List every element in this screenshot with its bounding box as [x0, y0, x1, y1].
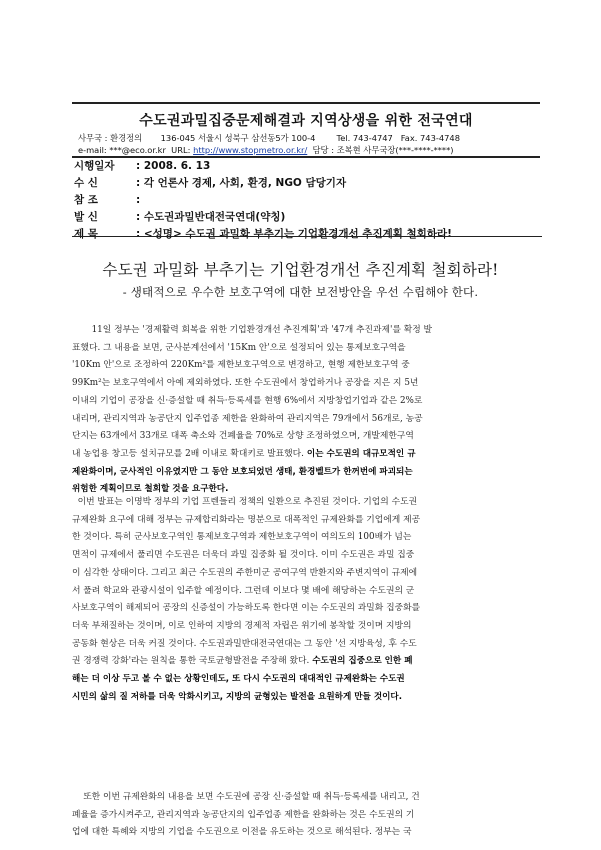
office-address: 136-045 서울시 성북구 삼선동5가 100-4 — [160, 133, 316, 143]
memo-recipient — [74, 175, 544, 192]
paragraph-1 — [72, 322, 542, 499]
p3-line-3: 업에 대한 특혜와 지방의 기업을 수도권으로 이전을 유도하는 것으로 해석된다. 정부는 국 — [72, 827, 412, 838]
url-label: URL: — [171, 145, 191, 155]
p2-line-10 — [72, 653, 542, 671]
contact-line — [78, 144, 453, 156]
p1-line-9-bold: 제완화이며, 군사적인 이유였지만 그 동안 보호되었던 생태, 환경벨트가 한꺼번에 파괴되는 — [72, 466, 413, 477]
p1-line-8-text: 내 농업용 창고등 설치규모를 2배 이내로 확대키로 발표했다. — [72, 448, 304, 459]
p1-line-4: 99Km²는 보호구역에서 아예 제외하였다. 또한 수도권에서 창업하거나 공장을 지은 지 5년 — [72, 378, 419, 389]
p2-line-12-bold: 시민의 삶의 질 저하를 더욱 악화시키고, 지방의 균형있는 발전을 요원하게 만들 것이다. — [72, 691, 402, 702]
paragraph-2 — [72, 494, 542, 706]
memo-fields — [74, 158, 544, 243]
p1-line-10-bold: 위험한 계획이므로 철회할 것을 요구한다. — [72, 484, 229, 495]
office-tel: Tel. 743-4747 — [336, 133, 393, 143]
reference-value: : — [136, 194, 141, 206]
p2-line-10-text: 권 경쟁력 강화'라는 원칙을 통한 국토균형발전을 주장해 왔다. — [72, 656, 310, 667]
recipient-label: 수 신 — [74, 177, 98, 189]
p2-line-5: 이 심각한 상태이다. 그리고 최근 수도권의 주한미군 공여구역 반환지와 주변지역이 규제에 — [72, 567, 418, 578]
p2-line-11-bold: 해는 더 이상 두고 볼 수 없는 상황인데도, 또 다시 수도권의 대대적인 규제완화는 수도권 — [72, 674, 405, 685]
memo-subject — [74, 226, 544, 243]
p2-line-3: 한 것이다. 특히 군사보호구역인 통제보호구역과 제한보호구역이 여의도의 100배가 넘는 — [72, 532, 412, 543]
office-fax: Fax. 743-4748 — [400, 133, 460, 143]
office-name: 사무국 : 환경정의 — [78, 133, 143, 143]
email-label: e-mail: — [78, 145, 107, 155]
email-value[interactable]: ***@eco.or.kr — [109, 145, 166, 155]
subject-value: : <성명> 수도권 과밀화 부추기는 기업환경개선 추진계획 철회하라! — [136, 228, 452, 240]
p1-line-8 — [72, 446, 542, 464]
p1-line-1 — [72, 322, 542, 340]
p2-line-6: 서 풀려 학교와 관광시설이 입주할 예정이다. 그런데 이보다 몇 배에 해당하는 수도권의 군 — [72, 585, 415, 596]
memo-divider — [72, 236, 542, 237]
p1-line-2: 표했다. 그 내용을 보면, 군사분계선에서 '15Km 안'으로 설정되어 있는 통제보호구역을 — [72, 342, 406, 353]
recipient-value: : 각 언론사 경제, 사회, 환경, NGO 담당기자 — [136, 177, 347, 189]
p3-line-1-text: 또한 이번 규제완화의 내용을 보면 수도권에 공장 신·증설할 때 취득·등록세를 내리고, 건 — [83, 792, 420, 802]
contact-person: 담당 : 조복현 사무국장(***-****-****) — [312, 145, 454, 155]
memo-sender — [74, 209, 544, 226]
letterhead — [72, 102, 540, 158]
p3-line-2: 폐율을 증가시켜주고, 관리지역과 농공단지의 입주업종 제한을 완화하는 것은 수도권의 기 — [72, 809, 415, 820]
p1-line-5: 이내의 기업이 공장을 신·증설할 때 취득·등록세를 현행 6%에서 지방창업기업과 같은 2%로 — [72, 395, 423, 406]
reference-label: 참 조 — [74, 194, 98, 206]
p2-line-7: 사보호구역이 해제되어 공장의 신증설이 가능하도록 한다면 이는 수도권의 과밀화 집중화를 — [72, 603, 421, 614]
memo-reference — [74, 192, 544, 209]
p2-line-1-text: 이번 발표는 이명박 정부의 기업 프렌들리 정책의 일환으로 추진된 것이다. 기업의 수도권 — [77, 497, 418, 507]
statement-title: 수도권 과밀화 부추기는 기업환경개선 추진계획 철회하라! — [102, 261, 499, 279]
website-link[interactable]: http://www.stopmetro.or.kr/ — [193, 145, 308, 155]
p1-line-1-text: 11일 정부는 '경제활력 회복을 위한 기업환경개선 추진계획'과 '47개 추진과제'를 확정 발 — [91, 325, 433, 335]
p1-line-7: 단지는 63개에서 33개로 대폭 축소와 건폐율을 70%로 상향 조정하였으며, 개발제한구역 — [72, 431, 414, 442]
statement-subtitle: - 생태적으로 우수한 보호구역에 대한 보전방안을 우선 수립해야 한다. — [122, 285, 479, 299]
date-label: 시행일자 — [74, 160, 115, 172]
office-line — [78, 132, 460, 144]
p3-line-1 — [72, 789, 542, 807]
sender-label: 발 신 — [74, 211, 98, 223]
p2-line-10-bold: 수도권의 집중으로 인한 폐 — [309, 656, 413, 667]
p2-line-8: 더욱 부채질하는 것이며, 이로 인하여 지방의 경제적 자립은 위기에 봉착할 것이며 지방의 — [72, 620, 412, 631]
p2-line-9: 공동화 현상은 더욱 커질 것이다. 수도권과밀반대전국연대는 그 동안 '선 지방육성, 후 수도 — [72, 638, 417, 649]
sender-value: : 수도권과밀반대전국연대(약칭) — [136, 211, 286, 223]
p1-line-6: 내리며, 관리지역과 농공단지 입주업종 제한을 완화하여 관리지역은 79개에서 56개로, 농공 — [72, 413, 423, 424]
organization-title: 수도권과밀집중문제해결과 지역상생을 위한 전국연대 — [139, 113, 473, 129]
date-value: : 2008. 6. 13 — [136, 160, 211, 172]
p2-line-4: 면적이 규제에서 풀리면 수도권은 더욱더 과밀 집중화 될 것이다. 이미 수도권은 과밀 집중 — [72, 550, 415, 561]
p2-line-1 — [72, 494, 542, 512]
p1-line-8-bold: 이는 수도권의 대규모적인 규 — [303, 448, 416, 459]
memo-date — [74, 158, 544, 175]
subject-label: 제 목 — [74, 228, 98, 240]
p2-line-2: 규제완화 요구에 대해 정부는 규제합리화라는 명분으로 대폭적인 규제완화를 기업에게 제공 — [72, 514, 421, 525]
p1-line-3: '10Km 안'으로 조정하여 220Km²를 제한보호구역으로 변경하고, 현행 제한보호구역 중 — [72, 360, 410, 371]
paragraph-3 — [72, 789, 542, 842]
